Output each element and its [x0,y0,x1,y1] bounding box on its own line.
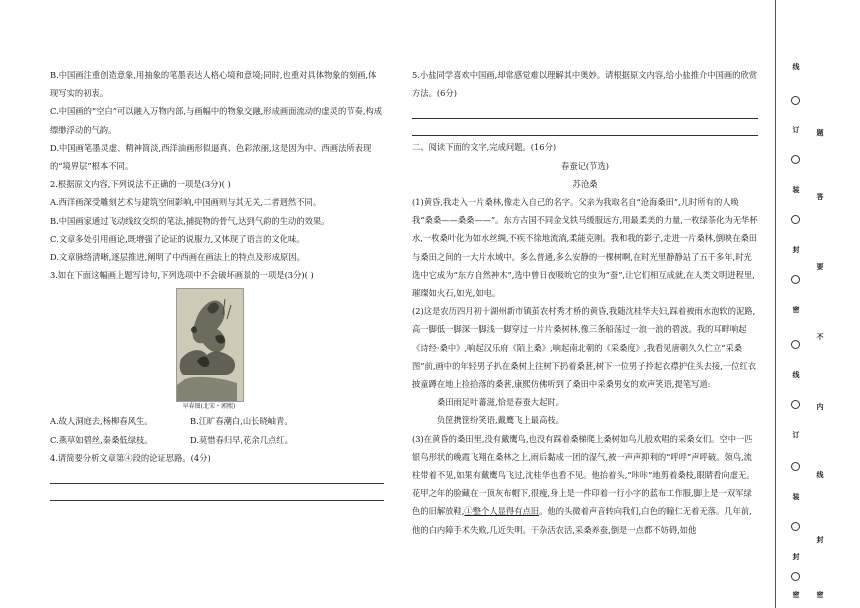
binding-note-char: 封 [816,535,824,544]
binding-circle-icon [791,96,800,105]
binding-note-char: 内 [816,402,824,411]
q2-option-c: C.文章多处引用画论,既增强了论证的说服力,又体现了语言的文化味。 [50,233,305,244]
q1-option-c: C.中国画的“空白”可以融入万物内部,与画幅中的物象交融,形成画面流动的虚灵的节奏,构成缥缈浮动的气韵。 [50,106,383,135]
q3-options [50,412,384,448]
binding-char: 订 [792,430,800,439]
passage-paragraph-1: (1)黄昏,我走入一片桑林,像走入自己的名字。父亲为我取名自“沧海桑田”,儿时所有的人唤我“桑桑——桑桑——”。东方古国不同金戈铁马缓服远方,用最柔美的力量,一枚绿茶化为无华杯水,一枚桑叶化为如水丝绸,不疾不徐地流淌,柔能克刚。我和我的影子,走进一片桑林,倒映在桑田与桑田之间的一大片水域中。多么普通,多么安静的一棵树啊,在时光里静静站了五千多年,时光选中它成为“东方自然神木”,选中曾日夜吸吮它的虫为“蚕”,让它们相互成就,在人类文明进程里,璀璨如火石,如光,如电。 [412,197,758,299]
binding-char: 订 [792,125,800,134]
binding-line [775,0,776,608]
question-5: 5.小盐同学喜欢中国画,却常感觉难以理解其中奥妙。请根据原文内容,给小盐推介中国画的欣赏方法。(6分) [412,70,758,99]
answer-line[interactable] [412,119,758,136]
passage-author: 苏沧桑 [572,178,598,189]
binding-char: 封 [792,552,800,561]
left-column [50,66,384,501]
q1-option-b: B.中国画注重创造意象,用抽象的笔墨表达人格心境和意境;同时,也重对具体物象的刻画,体现写实的初衷。 [50,70,377,99]
passage-paragraph-2: (2)这是农历四月初十湖州新市镇茧农村秀才桥的黄昏,我随沈桂华夫妇,踩着被雨水泡软的泥路,高一脚低一脚深一脚浅一脚穿过一片片桑树林,像三条船荡过一浪一浪的碧波。我的耳畔响起《诗经·桑中》,响起汉乐府《陌上桑》,响起南北朝的《采桑度》,我看见唐朝久久伫立“采桑图”前,画中的年轻男子扒在桑树上往树下扔着桑葚,树下一位男子拎起衣襟护住头去接,一位红衣披童蹲在地上捡拾落的桑葚,康熙仿佛听到了桑田中采桑男女的欢声笑语,提笔写道: [412,306,757,390]
q2-option-d: D.文章脉络清晰,逐层推进,阐明了中西画在画法上的特点及形成原因。 [50,252,305,263]
binding-circle-icon [791,155,800,164]
q3-option-d: D.莫惜春归早,花余几点红。 [190,434,293,445]
answer-line[interactable] [412,102,758,119]
landscape-painting-icon [177,289,243,401]
binding-note-char: 要 [816,262,824,271]
question-2: 2.根据原文内容,下列说法不正确的一项是(3分)( ) [50,179,231,190]
binding-char: 密 [792,590,800,599]
q3-option-c: C.燕草如碧丝,秦桑低绿枝。 [50,434,153,445]
binding-char: 线 [792,370,800,379]
binding-note-char: 题 [816,128,824,137]
binding-circle-icon [791,400,800,409]
binding-char: 密 [792,305,800,314]
q1-option-d: D.中国画笔墨灵虚、精神简淡,西洋油画形似逼真、色彩浓丽,这是因为中、西画法所表现的“境界层”根本不同。 [50,142,372,172]
binding-char: 装 [792,185,800,194]
answer-line[interactable] [50,467,384,484]
answer-line[interactable] [50,484,384,501]
q2-option-b: B.中国画家通过飞动线纹交织的笔法,捕捉物的骨气,达到气韵的生动的效果。 [50,215,330,226]
binding-circle-icon [791,522,800,531]
binding-note-char: 答 [816,192,824,201]
binding-circle-icon [791,462,800,471]
paragraph-3-text-a: (3)在黄昏的桑田里,没有戴鹰鸟,也没有踩着桑梯爬上桑树如鸟儿般欢唱的采桑女们。空中一匹银鸟形状的晚霞飞翔在桑林之上,雨后黏成一团的湿气,被一声声抑利的“呼呼”声呼破。领鸟,流柱带着不见,如果有戴鹰鸟飞过,沈桂华也看不见。他抬着头,“咔咔”地剪着桑枝,眼睛看向虚无。花甲之年的脸藏在一顶灰布帽下,很瘦,身上是一件印着一行小字的蓝布工作服,脚上是一双军绿色的旧解放鞋, [412,433,755,517]
poem-line-2: 负筐携筐纷笑语,戴鹰飞上最高枝。 [436,415,564,426]
binding-circle-icon [791,340,800,349]
underlined-sentence-1: ①整个人显得有点旧 [464,506,540,517]
painting-figure [176,288,242,412]
poem-line-1: 桑田雨足叶蕃滋,恰是春蚕大起时。 [436,397,564,408]
binding-char: 装 [792,492,800,501]
binding-note-char: 密 [816,590,824,599]
early-spring-painting-image [176,288,244,402]
paragraph-3-text-b: 。他的头微着声音转向我们,白色的瞳仁无着无落。几年前,他的白内障手术失败,几近失明。干杂活农活,采桑养蚕,倒是一点都不妨碍,如他 [412,506,752,535]
binding-circle-icon [791,275,800,284]
q3-option-b: B.江旷春潮白,山长晓岫青。 [190,416,293,427]
binding-circle-icon [791,572,800,581]
binding-note-char: 不 [816,332,824,341]
binding-note-char: 线 [816,470,824,479]
painting-caption: 早春图(北宋・郭熙) [182,403,236,411]
q3-option-a: A.故人洞庭去,杨柳春风生。 [50,416,153,427]
question-4: 4.请简要分析文章第④段的论证思路。(4分) [50,452,211,463]
right-column [412,66,758,539]
passage-paragraph-3 [412,430,758,539]
passage-title: 春蚕记(节选) [561,160,609,171]
binding-char: 封 [792,245,800,254]
q2-option-a: A.西洋画深受雕刻艺术与建筑空间影响,中国画则与其无关,二者迥然不同。 [50,197,322,208]
binding-circle-icon [791,215,800,224]
question-3: 3.如在下面这幅画上题写诗句,下列选项中不会破坏画景的一项是(3分)( ) [50,270,314,281]
section-2-heading: 二、阅读下面的文字,完成问题。(16分) [412,142,557,153]
binding-char: 线 [792,62,800,71]
